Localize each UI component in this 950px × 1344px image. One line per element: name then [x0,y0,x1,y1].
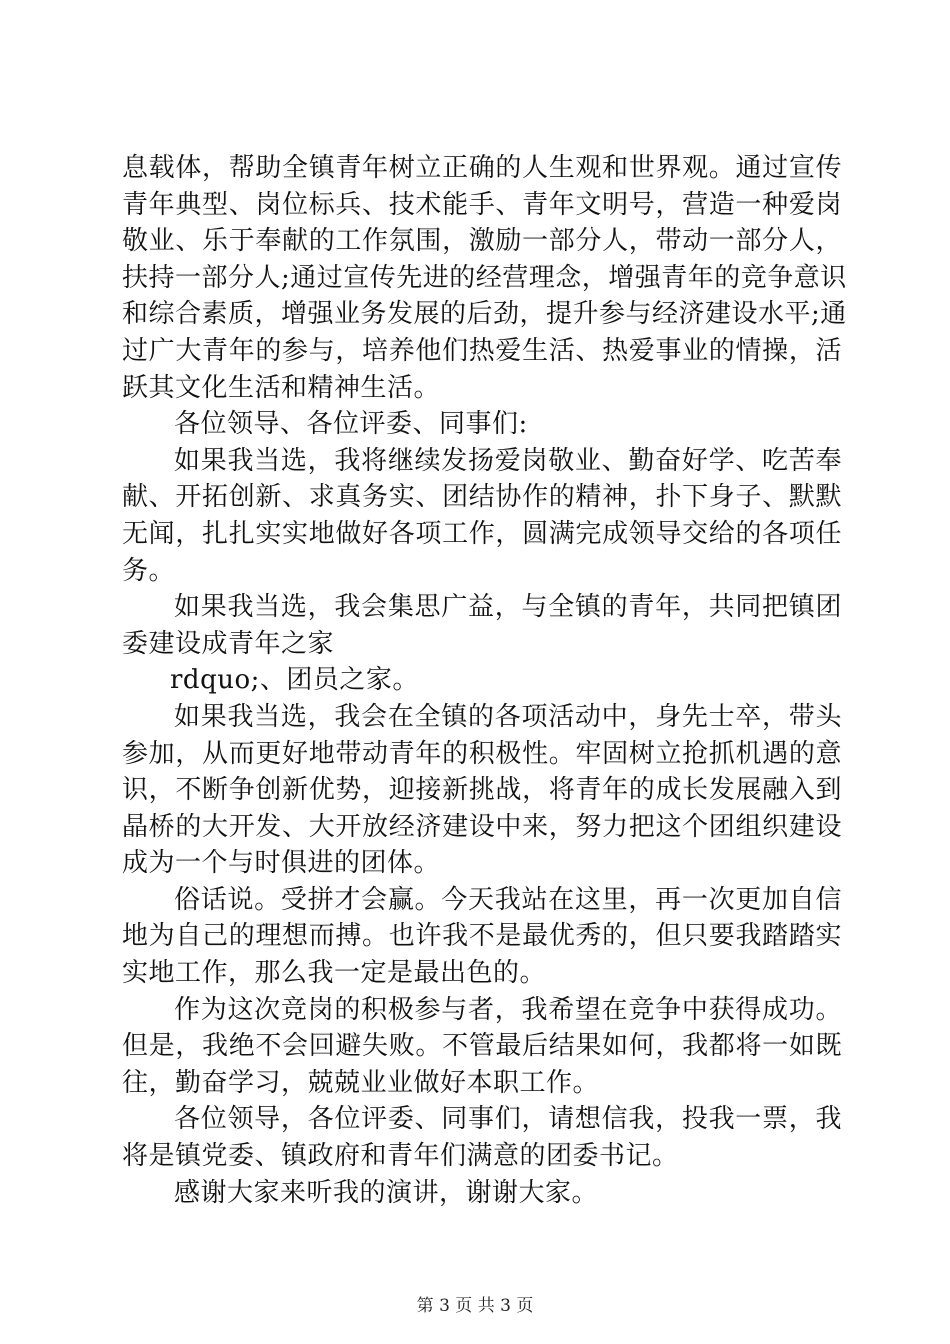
text-line: 俗话说。受拼才会赢。今天我站在这里，再一次更加自信 [174,884,842,915]
text-line: 敬业、乐于奉献的工作氛围，激励一部分人，带动一部分人， [122,226,842,257]
text-line: 无闻，扎扎实实地做好各项工作，圆满完成领导交给的各项任 [122,518,842,549]
text-line: 各位领导，各位评委、同事们，请想信我，投我一票，我 [174,1104,842,1135]
text-line: 如果我当选，我将继续发扬爱岗敬业、勤奋好学、吃苦奉 [174,445,842,476]
text-line: 识，不断争创新优势，迎接新挑战，将青年的成长发展融入到 [122,775,842,806]
text-line: 息载体，帮助全镇青年树立正确的人生观和世界观。通过宣传 [122,153,842,183]
text-line: 委建设成青年之家 [122,628,335,659]
text-line: 跃其文化生活和精神生活。 [122,372,441,403]
text-line: 成为一个与时俱进的团体。 [122,848,441,879]
document-body [122,150,847,1211]
text-line: 作为这次竞岗的积极参与者，我希望在竞争中获得成功。 [174,994,842,1025]
text-line: 务。 [122,555,176,586]
text-line: 晶桥的大开发、大开放经济建设中来，努力把这个团组织建设 [122,811,842,842]
text-line: 如果我当选，我会在全镇的各项活动中，身先士卒，带头 [174,701,842,732]
page-number-footer: 第 3 页 共 3 页 [416,1296,534,1316]
text-line: 扶持一部分人;通过宣传先进的经营理念，增强青年的竞争意识 [122,262,847,293]
text-line: 过广大青年的参与，培养他们热爱生活、热爱事业的情操，活 [122,335,842,366]
text-line: 和综合素质，增强业务发展的后劲，提升参与经济建设水平;通 [122,299,847,330]
text-line: rdquo;、团员之家。 [170,665,419,696]
text-line: 如果我当选，我会集思广益，与全镇的青年，共同把镇团 [174,592,842,623]
closing-line: 感谢大家来听我的演讲，谢谢大家。 [174,1177,599,1208]
text-line: 地为自己的理想而搏。也许我不是最优秀的，但只要我踏踏实 [122,921,842,952]
text-line: 献、开拓创新、求真务实、团结协作的精神，扑下身子、默默 [122,482,842,513]
text-line: 往，勤奋学习，兢兢业业做好本职工作。 [122,1067,600,1098]
text-line: 青年典型、岗位标兵、技术能手、青年文明号，营造一种爱岗 [122,189,842,220]
text-line: 将是镇党委、镇政府和青年们满意的团委书记。 [122,1141,679,1172]
text-line: 实地工作，那么我一定是最出色的。 [122,958,547,989]
text-line: 但是，我绝不会回避失败。不管最后结果如何，我都将一如既 [122,1031,842,1062]
salutation-line: 各位领导、各位评委、同事们: [174,409,528,440]
text-line: 参加，从而更好地带动青年的积极性。牢固树立抢抓机遇的意 [122,738,842,769]
